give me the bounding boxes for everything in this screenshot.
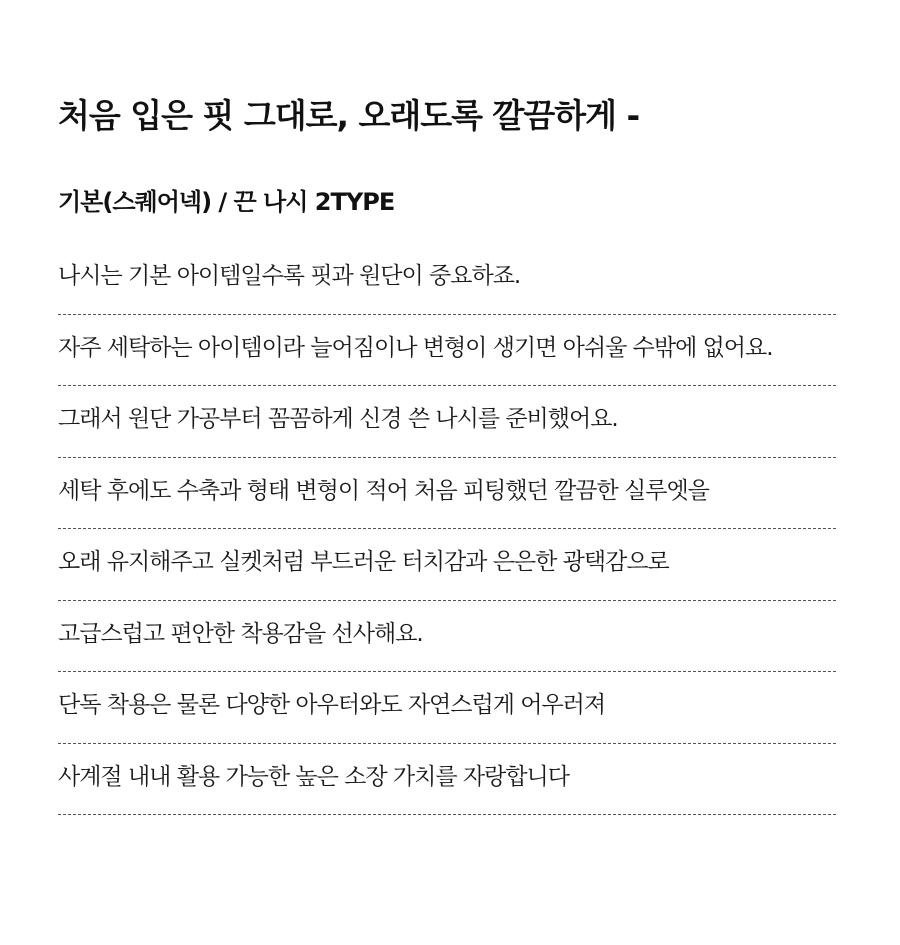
description-line-text: 자주 세탁하는 아이템이라 늘어짐이나 변형이 생기면 아쉬울 수밖에 없어요. <box>58 334 773 361</box>
description-line-text: 단독 착용은 물론 다양한 아우터와도 자연스럽게 어우러져 <box>58 692 606 718</box>
description-line <box>58 315 836 387</box>
description-line <box>58 458 836 530</box>
description-line <box>58 601 836 673</box>
description-line-text: 고급스럽고 편안한 착용감을 선사해요. <box>58 620 423 647</box>
description-line-text: 세탁 후에도 수축과 형태 변형이 적어 처음 피팅했던 깔끔한 실루엣을 <box>58 477 709 504</box>
description-lines <box>58 243 836 815</box>
headline: 처음 입은 핏 그대로, 오래도록 깔끔하게 - <box>58 96 640 135</box>
description-line-text: 사계절 내내 활용 가능한 높은 소장 가치를 자랑합니다 <box>58 763 569 790</box>
description-line <box>58 744 836 816</box>
description-line-text: 나시는 기본 아이템일수록 핏과 원단이 중요하죠. <box>58 263 521 289</box>
description-line <box>58 529 836 601</box>
description-line <box>58 672 836 744</box>
description-line-text: 그래서 원단 가공부터 꼼꼼하게 신경 쓴 나시를 준비했어요. <box>58 406 618 432</box>
description-line-text: 오래 유지해주고 실켓처럼 부드러운 터치감과 은은한 광택감으로 <box>58 549 669 575</box>
description-line <box>58 243 836 315</box>
description-line <box>58 386 836 458</box>
product-type-subheading: 기본(스퀘어넥) / 끈 나시 2TYPE <box>58 188 395 216</box>
